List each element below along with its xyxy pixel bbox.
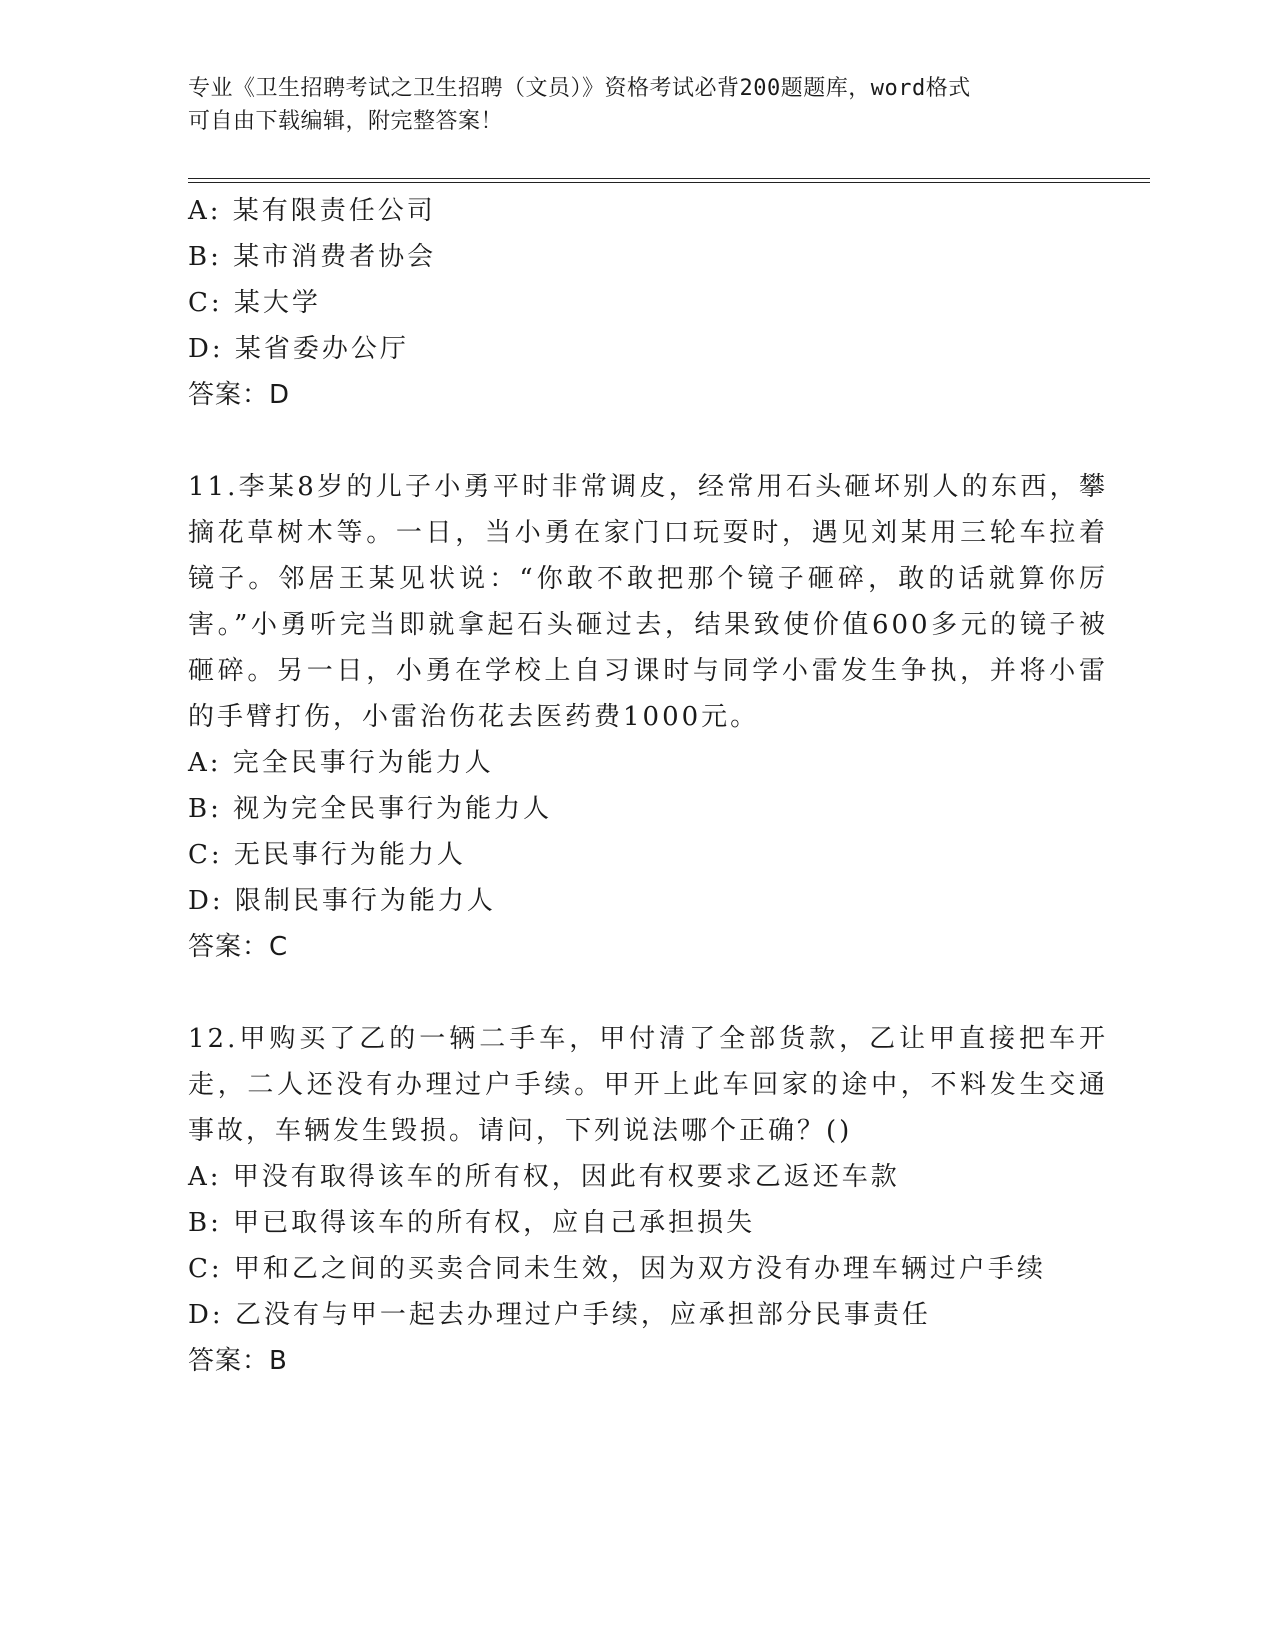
option-c: C: 甲和乙之间的买卖合同未生效，因为双方没有办理车辆过户手续 [188, 1254, 1046, 1284]
question-block-11 [188, 464, 1108, 970]
option-a: A: 完全民事行为能力人 [188, 748, 494, 778]
question-block-12 [188, 1016, 1108, 1384]
option-c: C: 无民事行为能力人 [188, 840, 466, 870]
option-d: D: 某省委办公厅 [188, 334, 409, 364]
answer-line: 答案：D [188, 380, 291, 410]
option-b: B: 某市消费者协会 [188, 242, 437, 272]
answer-line: 答案：C [188, 932, 289, 962]
option-a: A: 某有限责任公司 [188, 196, 436, 226]
header-line-1: 专业《卫生招聘考试之卫生招聘（文员）》资格考试必背200题题库，word格式 [188, 76, 971, 101]
option-c: C: 某大学 [188, 288, 321, 318]
question-stem: 11.李某8岁的儿子小勇平时非常调皮，经常用石头砸坏别人的东西，攀摘花草树木等。一日，当小勇在家门口玩耍时，遇见刘某用三轮车拉着镜子。邻居王某见状说：“你敢不敢把那个镜子砸碎，敢的话就算你厉害。”小勇听完当即就拿起石头砸过去，结果致使价值600多元的镜子被砸碎。另一日，小勇在学校上自习课时与同学小雷发生争执，并将小雷的手臂打伤，小雷治伤花去医药费1000元。 [188, 472, 1108, 732]
page-header [188, 72, 1068, 138]
header-line-2: 可自由下载编辑，附完整答案！ [188, 109, 504, 134]
document-body [188, 188, 1108, 1384]
option-d: D: 乙没有与甲一起去办理过户手续，应承担部分民事责任 [188, 1300, 931, 1330]
question-block-10 [188, 188, 1108, 418]
option-a: A: 甲没有取得该车的所有权，因此有权要求乙返还车款 [188, 1162, 900, 1192]
answer-line: 答案：B [188, 1346, 288, 1376]
question-stem: 12.甲购买了乙的一辆二手车，甲付清了全部货款，乙让甲直接把车开走，二人还没有办理过户手续。甲开上此车回家的途中，不料发生交通事故，车辆发生毁损。请问，下列说法哪个正确？() [188, 1024, 1108, 1146]
header-divider-secondary [188, 182, 1150, 183]
option-d: D: 限制民事行为能力人 [188, 886, 496, 916]
option-b: B: 甲已取得该车的所有权，应自己承担损失 [188, 1208, 756, 1238]
option-b: B: 视为完全民事行为能力人 [188, 794, 553, 824]
header-divider [188, 178, 1150, 179]
